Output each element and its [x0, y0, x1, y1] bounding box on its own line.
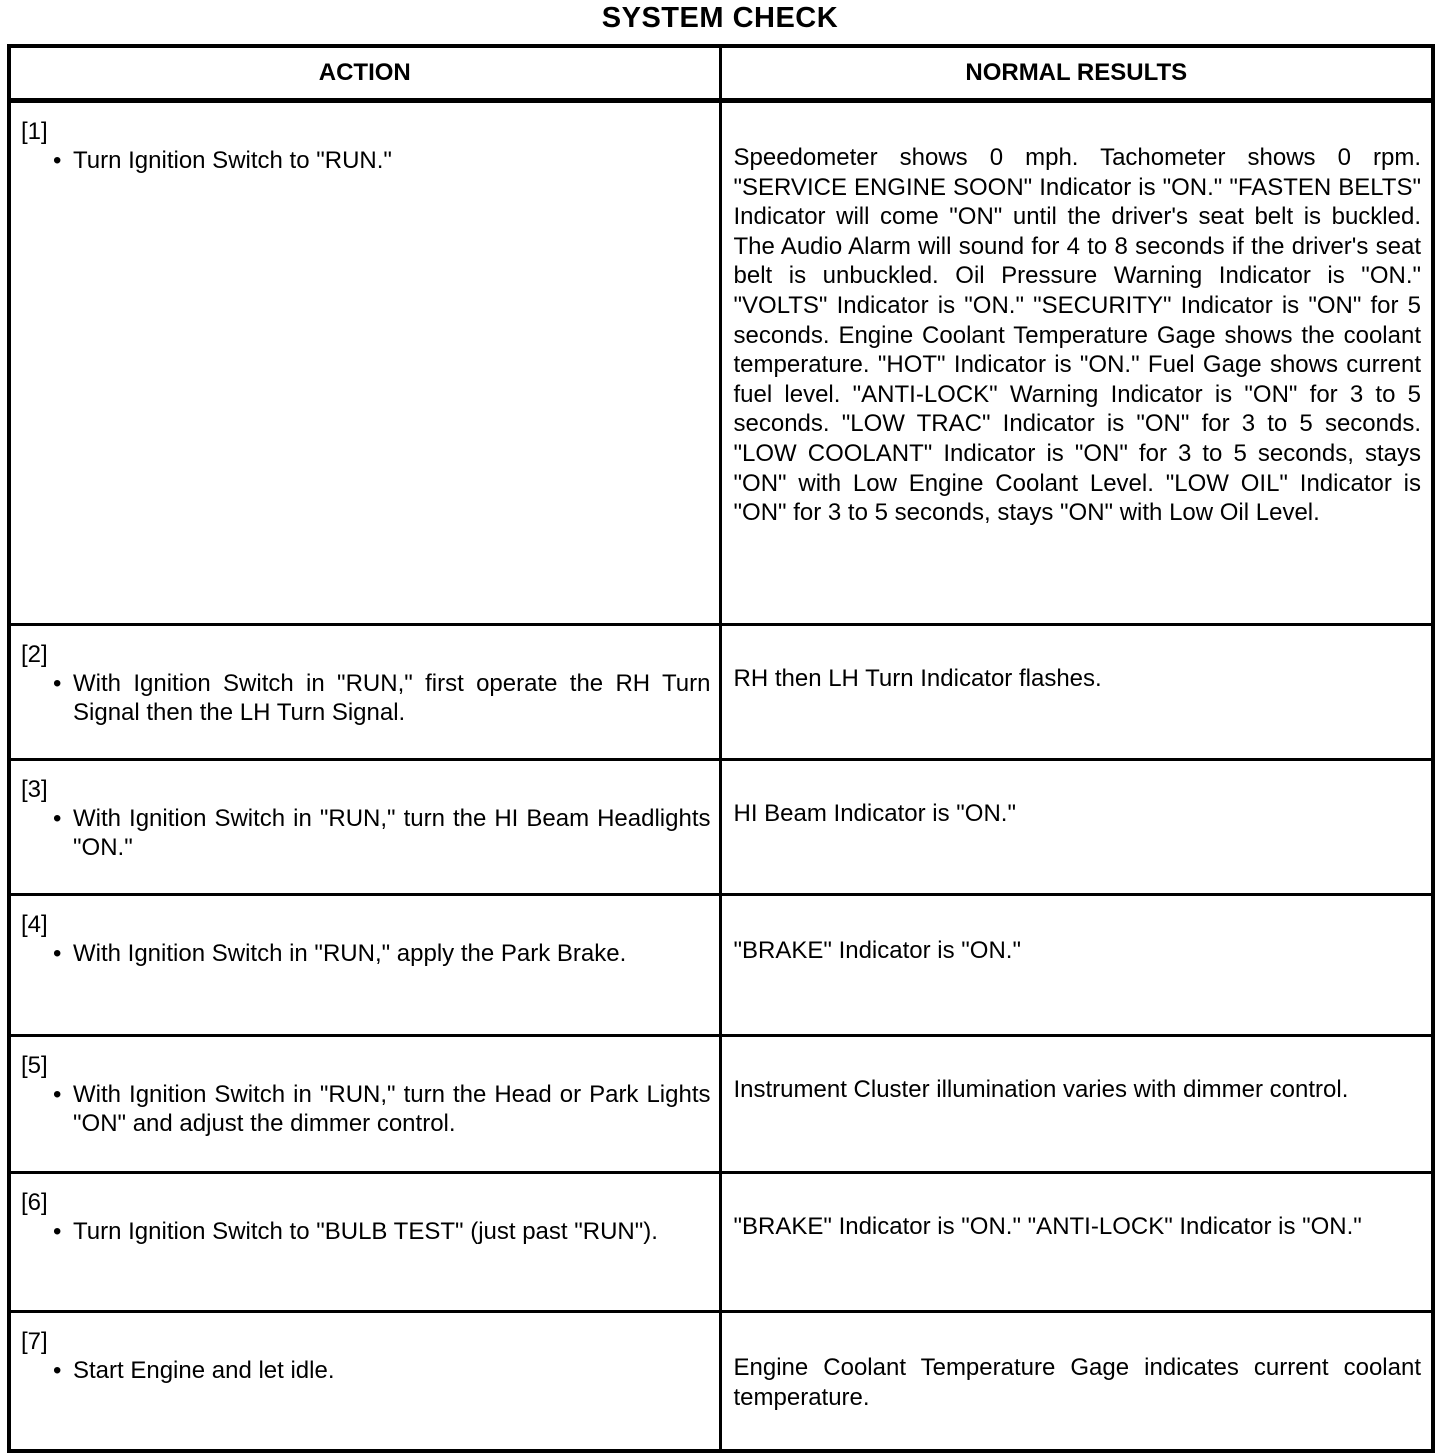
result-text: "BRAKE" Indicator is "ON.": [733, 937, 1021, 964]
page-title: SYSTEM CHECK: [601, 2, 839, 34]
action-cell: [9, 625, 720, 760]
action-text: With Ignition Switch in "RUN," first operate the RH Turn Signal then the LH Turn Signal.: [73, 670, 711, 726]
result-cell: [720, 895, 1433, 1036]
action-cell: [9, 760, 720, 895]
result-text: "BRAKE" Indicator is "ON." "ANTI-LOCK" Indicator is "ON.": [733, 1213, 1362, 1240]
result-cell: [720, 625, 1433, 760]
bullet-icon: •: [53, 940, 62, 967]
result-text: Engine Coolant Temperature Gage indicates current coolant temperature.: [733, 1354, 1421, 1411]
step-number: [7]: [21, 1328, 48, 1355]
bullet-icon: •: [53, 1081, 62, 1108]
action-text: Turn Ignition Switch to "BULB TEST" (just past "RUN").: [73, 1218, 658, 1245]
action-text: Turn Ignition Switch to "RUN.": [73, 147, 392, 174]
bullet-icon: •: [53, 670, 62, 697]
result-cell: [720, 1312, 1433, 1452]
result-cell: [720, 101, 1433, 625]
action-text: Start Engine and let idle.: [73, 1357, 335, 1384]
result-cell: [720, 1036, 1433, 1173]
table-header-row: [9, 46, 1433, 101]
action-text: With Ignition Switch in "RUN," turn the Head or Park Lights "ON" and adjust the dimmer control.: [73, 1081, 711, 1137]
bullet-icon: •: [53, 1357, 62, 1384]
action-column-header: ACTION: [9, 46, 720, 101]
table-row: [9, 1036, 1433, 1173]
step-number: [1]: [21, 118, 48, 145]
action-cell: [9, 1036, 720, 1173]
action-cell: [9, 1173, 720, 1312]
result-cell: [720, 760, 1433, 895]
table-row: [9, 1312, 1433, 1452]
action-cell: [9, 101, 720, 625]
bullet-icon: •: [53, 1218, 62, 1245]
result-text: HI Beam Indicator is "ON.": [733, 800, 1016, 827]
result-text: Instrument Cluster illumination varies with dimmer control.: [733, 1076, 1349, 1103]
bullet-icon: •: [53, 805, 62, 832]
bullet-icon: •: [53, 147, 62, 174]
table-row: [9, 1173, 1433, 1312]
result-text: Speedometer shows 0 mph. Tachometer shows 0 rpm. "SERVICE ENGINE SOON" Indicator is "ON." "FASTEN BELTS" Indicator will come "ON" until the driver's seat belt is buckled. The Audio Alarm will sound for 4 to 8 seconds if the driver's seat belt is unbuckled. Oil Pressure Warning Indicator is "ON." "VOLTS" Indicator is "ON." "SECURITY" Indicator is "ON" for 5 seconds. Engine Coolant Temperature Gage shows the coolant temperature. "HOT" Indicator is "ON." Fuel Gage shows current fuel level. "ANTI-LOCK" Warning Indicator is "ON" for 3 to 5 seconds. "LOW TRAC" Indicator is "ON" for 3 to 5 seconds. "LOW COOLANT" Indicator is "ON" for 3 to 5 seconds, stays "ON" with Low Engine Coolant Level. "LOW OIL" Indicator is "ON" for 3 to 5 seconds, stays "ON" with Low Oil Level.: [733, 144, 1421, 527]
step-number: [5]: [21, 1052, 48, 1079]
table-row: [9, 895, 1433, 1036]
result-text: RH then LH Turn Indicator flashes.: [733, 665, 1102, 692]
table-row: [9, 625, 1433, 760]
step-number: [4]: [21, 911, 48, 938]
action-text: With Ignition Switch in "RUN," turn the HI Beam Headlights "ON.": [73, 805, 711, 861]
system-check-table: [7, 44, 1435, 1453]
step-number: [2]: [21, 641, 48, 668]
action-cell: [9, 895, 720, 1036]
result-cell: [720, 1173, 1433, 1312]
step-number: [6]: [21, 1189, 48, 1216]
normal-results-column-header: NORMAL RESULTS: [720, 46, 1433, 101]
action-text: With Ignition Switch in "RUN," apply the Park Brake.: [73, 940, 627, 967]
step-number: [3]: [21, 776, 48, 803]
table-row: [9, 760, 1433, 895]
action-cell: [9, 1312, 720, 1452]
table-row: [9, 101, 1433, 625]
